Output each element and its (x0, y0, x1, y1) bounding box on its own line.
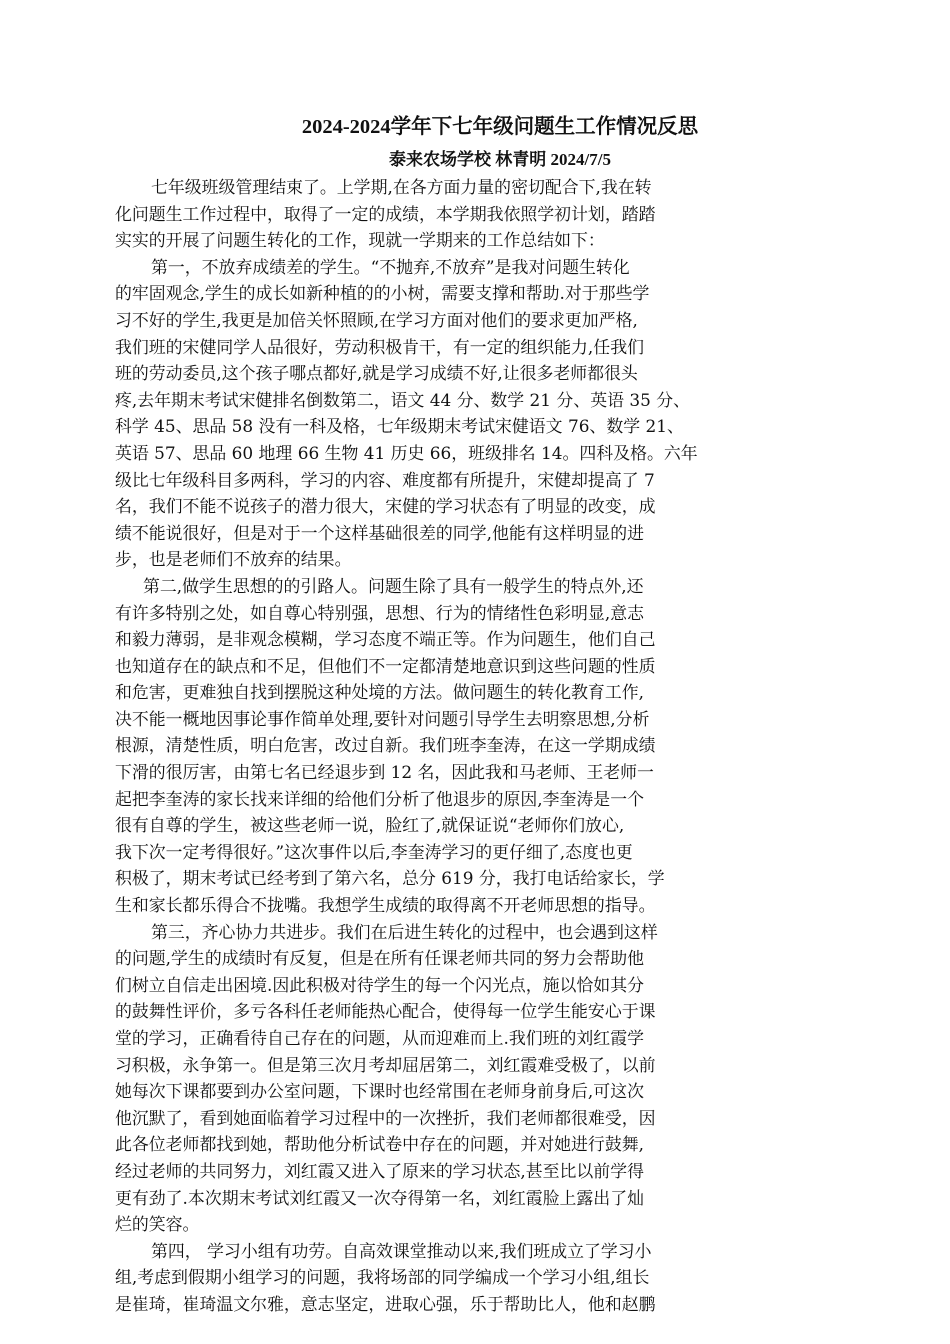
text-line: 更有劲了.本次期末考试刘红霞又一次夺得第一名，刘红霞脸上露出了灿 (115, 1187, 644, 1208)
text-line: 生和家长都乐得合不拢嘴。我想学生成绩的取得离不开老师思想的指导。 (115, 895, 656, 916)
document-body (115, 174, 837, 1318)
text-line: 他沉默了，看到她面临着学习过程中的一次挫折，我们老师都很难受，因 (115, 1107, 656, 1128)
text-line: 科学 45、思品 58 没有一科及格，七年级期末考试宋健语文 76、数学 21、 (115, 416, 684, 437)
text-line: 实实的开展了问题生转化的工作，现就一学期来的工作总结如下： (115, 230, 605, 251)
text-line: 习积极，永争第一。但是第三次月考却屈居第二，刘红霞难受极了，以前 (115, 1054, 656, 1075)
text-line: 英语 57、思品 60 地理 66 生物 41 历史 66，班级排名 14。四科及格。六年 (115, 442, 698, 463)
text-line: 疼,去年期末考试宋健排名倒数第二，语文 44 分、数学 21 分、英语 35 分、 (115, 389, 690, 410)
text-line: 下滑的很厉害，由第七名已经退步到 12 名，因此我和马老师、王老师一 (115, 762, 654, 783)
paragraph-second-point (115, 573, 837, 919)
text-line: 她每次下课都要到办公室问题，下课时也经常围在老师身前身后,可这次 (115, 1081, 644, 1102)
text-line: 烂的笑容。 (115, 1214, 200, 1235)
text-line: 我们班的宋健同学人品很好，劳动积极肯干，有一定的组织能力,任我们 (115, 336, 644, 357)
text-line: 班的劳动委员,这个孩子哪点都好,就是学习成绩不好,让很多老师都很头 (115, 363, 638, 384)
paragraph-first-point (115, 254, 837, 573)
text-line: 有许多特别之处，如自尊心特别强，思想、行为的情绪性色彩明显,意志 (115, 602, 644, 623)
text-line: 第三，齐心协力共进步。我们在后进生转化的过程中，也会遇到这样 (151, 921, 658, 942)
text-line: 和危害，更难独自找到摆脱这种处境的方法。做问题生的转化教育工作, (115, 682, 644, 703)
text-line: 第二,做学生思想的的引路人。问题生除了具有一般学生的特点外,还 (143, 575, 644, 596)
text-line: 七年级班级管理结束了。上学期,在各方面力量的密切配合下,我在转 (151, 177, 652, 197)
text-line: 和毅力薄弱，是非观念模糊，学习态度不端正等。作为问题生，他们自己 (115, 629, 656, 650)
text-line: 我下次一定考得很好。”这次事件以后,李奎涛学习的更仔细了,态度也更 (115, 841, 633, 862)
text-line: 堂的学习，正确看待自己存在的问题，从而迎难而上.我们班的刘红霞学 (115, 1028, 644, 1048)
text-line: 习不好的学生,我更是加倍关怀照顾,在学习方面对他们的要求更加严格, (115, 309, 638, 330)
paragraph-fourth-point (115, 1238, 837, 1318)
text-line: 经过老师的共同努力，刘红霞又进入了原来的学习状态,甚至比以前学得 (115, 1160, 644, 1181)
text-line: 根源，清楚性质，明白危害，改过自新。我们班李奎涛，在这一学期成绩 (115, 735, 656, 756)
text-line: 组,考虑到假期小组学习的问题，我将场部的同学编成一个学习小组,组长 (115, 1267, 650, 1288)
text-line: 也知道存在的缺点和不足，但他们不一定都清楚地意识到这些问题的性质 (115, 655, 656, 676)
text-line: 第一，不放弃成绩差的学生。“不抛弃,不放弃”是我对问题生转化 (151, 256, 630, 277)
text-line: 们树立自信走出困境.因此积极对待学生的每一个闪光点，施以恰如其分 (115, 974, 644, 995)
paragraph-third-point (115, 919, 837, 1238)
text-line: 积极了，期末考试已经考到了第六名，总分 619 分，我打电话给家长，学 (115, 868, 665, 889)
text-line: 级比七年级科目多两科，学习的内容、难度都有所提升，宋健却提高了 7 (115, 469, 655, 490)
text-line: 的鼓舞性评价，多亏各科任老师能热心配合，使得每一位学生能安心于课 (115, 1001, 656, 1022)
paragraph-intro (115, 174, 837, 254)
document-title: 2024-2024学年下七年级问题生工作情况反思 (301, 116, 699, 138)
text-line: 的问题,学生的成绩时有反复，但是在所有任课老师共同的努力会帮助他 (115, 948, 644, 969)
text-line: 步，也是老师们不放弃的结果。 (115, 549, 352, 570)
text-line: 是崔琦，崔琦温文尔雅，意志坚定，进取心强，乐于帮助比人，他和赵鹏 (115, 1293, 656, 1314)
text-line: 绩不能说很好，但是对于一个这样基础很差的同学,他能有这样明显的进 (115, 522, 644, 543)
text-line: 此各位老师都找到她，帮助他分析试卷中存在的问题，并对她进行鼓舞, (115, 1134, 644, 1155)
text-line: 起把李奎涛的家长找来详细的给他们分析了他退步的原因,李奎涛是一个 (115, 788, 644, 809)
text-line: 名，我们不能不说孩子的潜力很大，宋健的学习状态有了明显的改变，成 (115, 496, 656, 517)
text-line: 第四， 学习小组有功劳。自高效课堂推动以来,我们班成立了学习小 (151, 1240, 652, 1261)
author-byline: 泰来农场学校 林青明 2024/7/5 (389, 150, 611, 169)
text-line: 决不能一概地因事论事作简单处理,要针对问题引导学生去明察思想,分析 (115, 708, 650, 729)
text-line: 化问题生工作过程中，取得了一定的成绩，本学期我依照学初计划，踏踏 (115, 203, 656, 224)
text-line: 很有自尊的学生，被这些老师一说，脸红了,就保证说“老师你们放心, (115, 815, 625, 836)
text-line: 的牢固观念,学生的成长如新种植的的小树，需要支撑和帮助.对于那些学 (115, 283, 650, 304)
